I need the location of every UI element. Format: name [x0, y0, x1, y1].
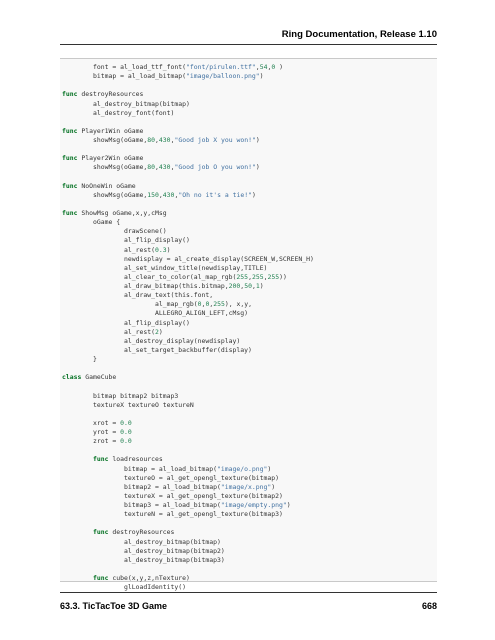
code-line — [62, 446, 437, 455]
code-block — [60, 58, 437, 592]
code-line: func NoOneWin oGame — [62, 181, 136, 190]
code-line: font = al_load_ttf_font("font/pirulen.ttf",54,0 ) — [62, 63, 283, 71]
code-line: al_destroy_display(newdisplay) — [62, 336, 241, 345]
code-line: al_destroy_font(font) — [62, 108, 175, 117]
code-line: func destroyResources — [93, 528, 175, 537]
code-line: bitmap2 = al_load_bitmap("image/x.png") — [62, 482, 276, 491]
code-line: al_rest(2) — [62, 327, 163, 336]
page-number: 668 — [421, 601, 437, 611]
code-line — [62, 565, 437, 574]
code-line: textureN = al_get_opengl_texture(bitmap3) — [62, 510, 283, 519]
header-divider — [60, 44, 437, 45]
code-line: func Player2Win oGame — [62, 154, 144, 163]
code-line: textureX = al_get_opengl_texture(bitmap2) — [62, 491, 283, 500]
code-line — [62, 410, 437, 419]
code-line — [62, 364, 437, 373]
code-line: bitmap bitmap2 bitmap3 — [62, 391, 179, 400]
code-line: func destroyResources — [62, 90, 144, 99]
code-line: class GameCube — [62, 373, 117, 382]
code-line: newdisplay = al_create_display(SCREEN_W,SCREEN_H) — [62, 254, 314, 263]
footer-divider — [60, 592, 437, 593]
code-line: zrot = 0.0 — [62, 437, 132, 446]
code-line: al_destroy_bitmap(bitmap2) — [62, 546, 225, 555]
code-line: glLoadIdentity() — [62, 583, 187, 592]
code-line: drawScene() — [62, 227, 167, 236]
code-line: func loadresources — [93, 455, 163, 464]
code-line: al_map_rgb(0,0,255), x,y, — [62, 300, 252, 309]
code-line: showMsg(oGame,150,430,"Oh no it's a tie!") — [62, 190, 256, 199]
code-line: } — [62, 355, 97, 363]
code-line: al_draw_text(this.font, — [62, 291, 214, 300]
code-line — [62, 118, 437, 127]
code-line: yrot = 0.0 — [62, 428, 132, 436]
code-listing — [60, 59, 437, 592]
code-line: func cube(x,y,z,nTexture) — [93, 574, 190, 582]
code-line: textureX textureO textureN — [62, 400, 194, 409]
code-line: al_flip_display() — [62, 236, 190, 245]
code-line: oGame { — [62, 218, 121, 227]
code-line: al_rest(0.3) — [62, 245, 171, 254]
code-line: bitmap = al_load_bitmap("image/balloon.png") — [62, 72, 264, 81]
code-line — [62, 173, 437, 182]
code-line: al_set_window_title(newdisplay,TITLE) — [62, 263, 268, 272]
code-line — [62, 145, 437, 154]
code-line: ALLEGRO_ALIGN_LEFT,cMsg) — [62, 309, 249, 318]
code-line: textureO = al_get_opengl_texture(bitmap) — [62, 473, 280, 482]
code-line: al_clear_to_color(al_map_rgb(255,255,255)) — [62, 272, 287, 281]
code-line: al_flip_display() — [62, 318, 190, 327]
code-line: showMsg(oGame,80,430,"Good job X you won!") — [62, 136, 260, 144]
code-line: bitmap = al_load_bitmap("image/o.png") — [62, 464, 272, 473]
code-line: al_set_target_backbuffer(display) — [62, 345, 252, 354]
code-line: func Player1Win oGame — [62, 126, 144, 135]
footer-section-title: 63.3. TicTacToe 3D Game — [60, 601, 168, 611]
code-line: xrot = 0.0 — [62, 418, 132, 427]
code-line — [62, 382, 437, 391]
code-line: al_destroy_bitmap(bitmap3) — [62, 555, 225, 564]
code-line: al_destroy_bitmap(bitmap) — [62, 537, 221, 546]
code-line — [62, 81, 437, 90]
code-line: showMsg(oGame,80,430,"Good job O you won!") — [62, 163, 260, 172]
code-line — [62, 200, 437, 209]
page-header-title: Ring Documentation, Release 1.10 — [281, 29, 437, 40]
code-line: bitmap3 = al_load_bitmap("image/empty.png") — [62, 501, 291, 509]
code-line: al_draw_bitmap(this.bitmap,200,50,1) — [62, 282, 264, 290]
code-line — [62, 519, 437, 528]
code-line: func ShowMsg oGame,x,y,cMsg — [62, 209, 167, 217]
code-line: al_destroy_bitmap(bitmap) — [62, 99, 190, 108]
